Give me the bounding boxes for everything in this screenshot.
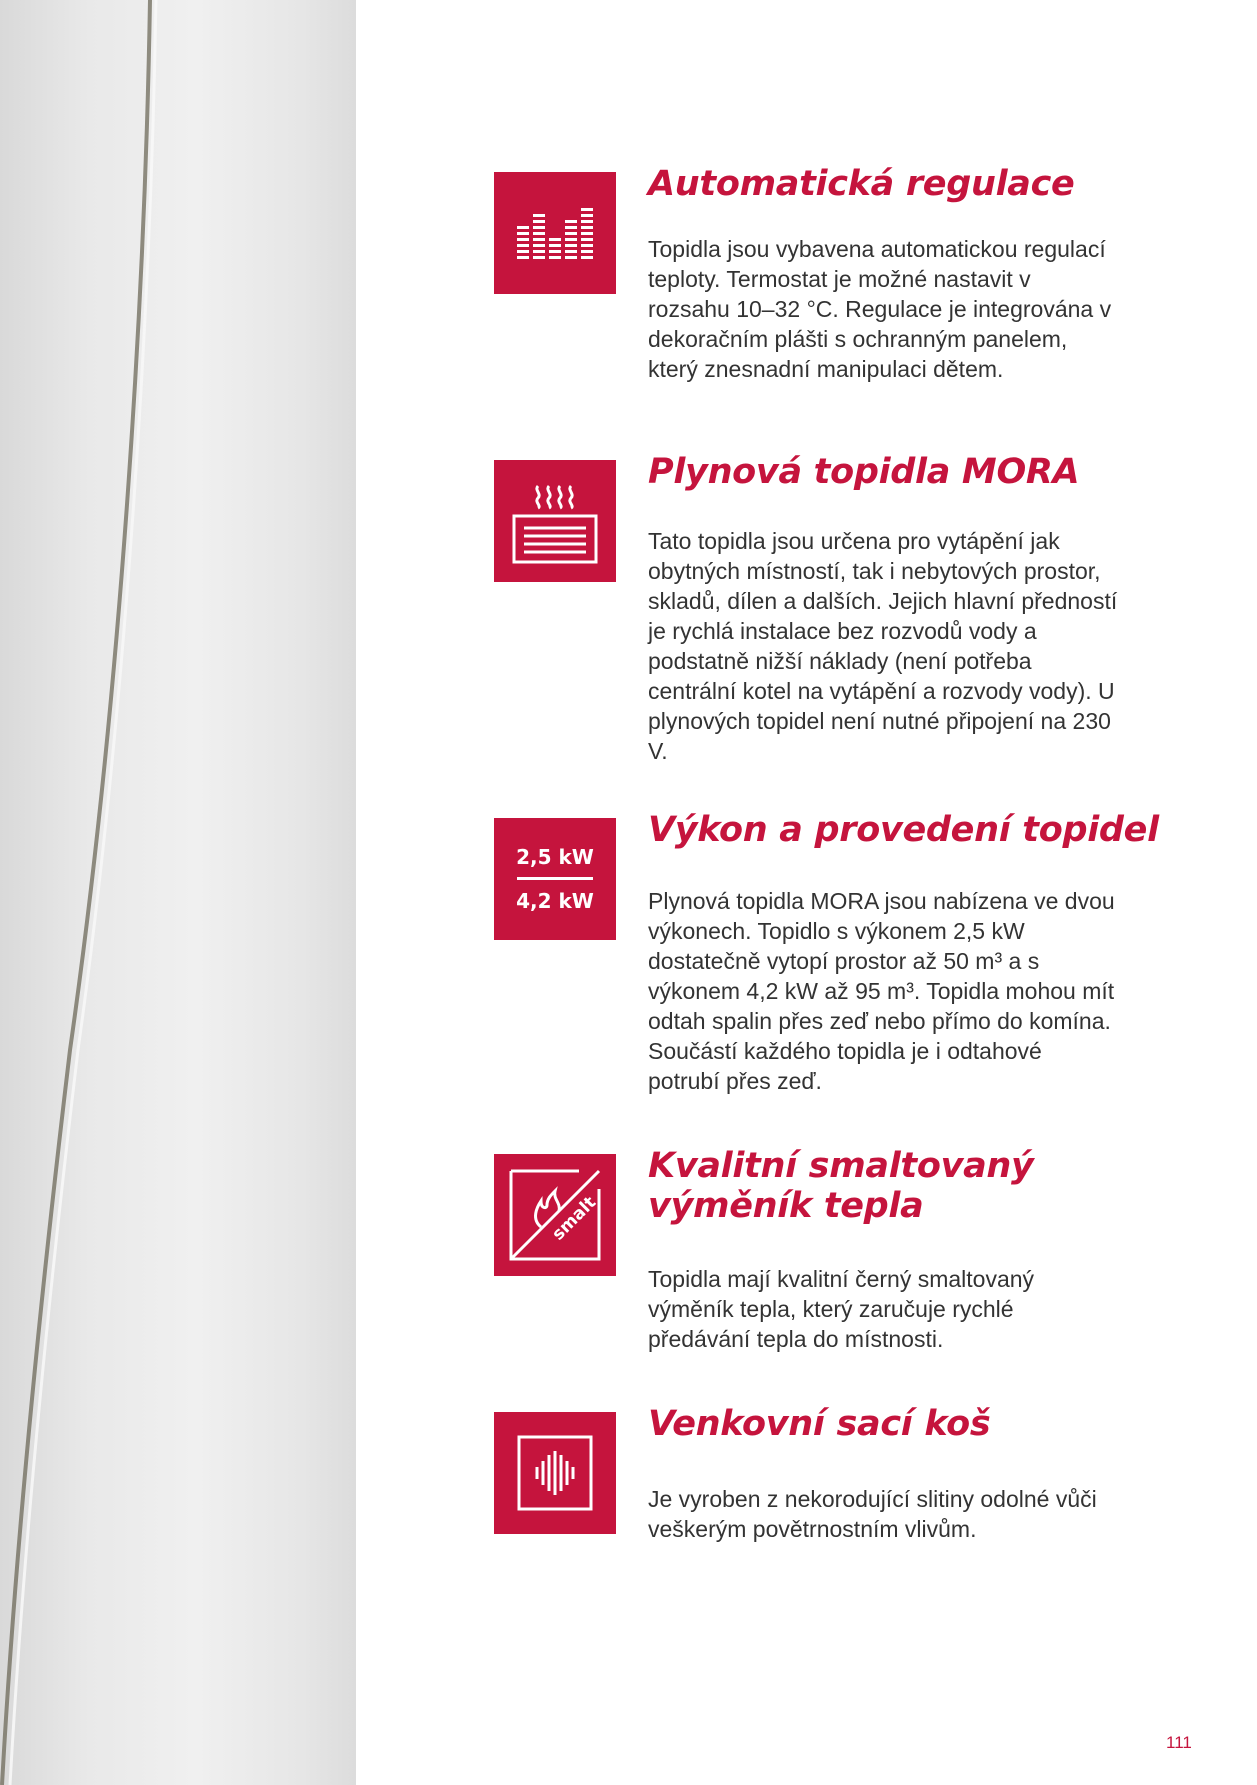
power-rating-high: 4,2 kW <box>516 889 594 913</box>
smalt-label: smalt <box>548 1192 601 1245</box>
divider <box>517 877 593 880</box>
feature-text: Topidla mají kvalitní černý smaltovaný výměník tepla, který zaručuje rychlé předávání tepla do místnosti. <box>648 1266 1035 1352</box>
enamel-flame-icon <box>494 1154 616 1276</box>
feature-text: Topidla jsou vybavena automatickou regulací teploty. Termostat je možné nastavit v rozsahu 10–32 °C. Regulace je integrována v dekoračním plášti s ochranným panelem, který znesnadní manipulaci dětem. <box>648 236 1112 382</box>
feature-title: Kvalitní smaltovaný výměník tepla <box>648 1146 1034 1226</box>
heater-icon <box>494 460 616 582</box>
power-rating-icon <box>494 818 616 940</box>
feature-text: Tato topidla jsou určena pro vytápění jak obytných místností, tak i nebytových prostor, skladů, dílen a dalších. Jejich hlavní předností je rychlá instalace bez rozvodů vody a podstatně nižší náklady (není potřeba centrální kotel na vytápění a rozvody vody). U plynových topidel není nutné připojení na 230 V. <box>648 528 1118 764</box>
intake-grille-icon <box>494 1412 616 1534</box>
feature-text: Je vyroben z nekorodující slitiny odolné vůči veškerým povětrnostním vlivům. <box>648 1486 1097 1542</box>
feature-title: Plynová topidla MORA <box>648 452 1080 492</box>
feature-title: Venkovní sací koš <box>648 1404 991 1444</box>
feature-title: Automatická regulace <box>648 164 1075 204</box>
equalizer-icon <box>494 172 616 294</box>
feature-title: Výkon a provedení topidel <box>648 810 1159 850</box>
page-number: 111 <box>1166 1733 1192 1752</box>
radiator-photo <box>0 0 356 1785</box>
power-rating-low: 2,5 kW <box>516 845 594 869</box>
radiator-seam <box>0 0 356 1785</box>
feature-text: Plynová topidla MORA jsou nabízena ve dvou výkonech. Topidlo s výkonem 2,5 kW dostatečně vytopí prostor až 50 m³ a s výkonem 4,2 kW až 95 m³. Topidla mohou mít odtah spalin přes zeď nebo přímo do komína. Součástí každého topidla je i odtahové potrubí přes zeď. <box>648 888 1115 1094</box>
